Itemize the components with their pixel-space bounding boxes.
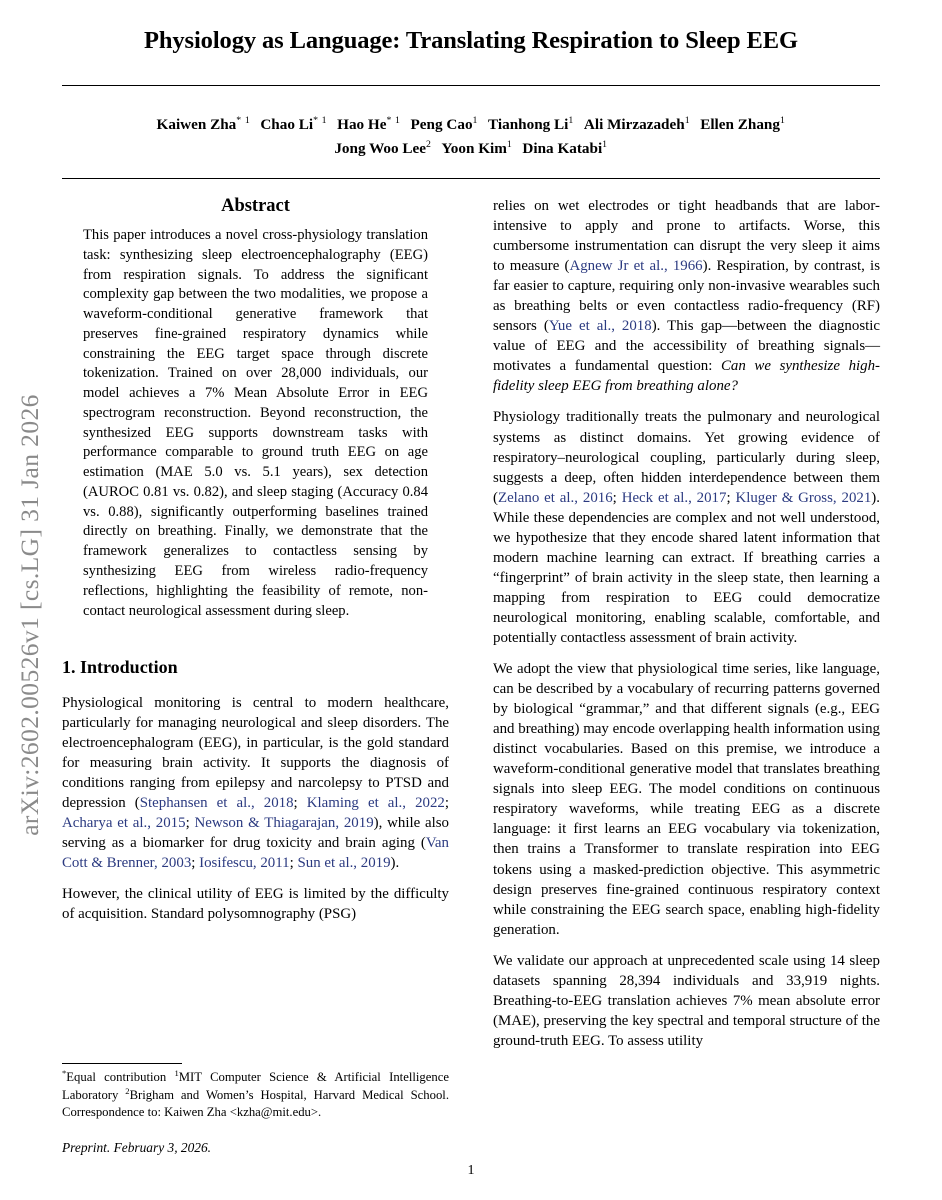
section-heading-introduction: 1. Introduction xyxy=(62,657,178,678)
author-label: Chao Li xyxy=(260,116,314,134)
author-name xyxy=(337,116,400,133)
introduction-section xyxy=(62,657,449,924)
text-run: ; xyxy=(293,795,307,812)
citation-link[interactable]: Sun et al., 2019 xyxy=(297,855,391,872)
footnote-text xyxy=(62,1068,449,1121)
text-run: ; xyxy=(444,795,449,812)
abstract-heading: Abstract xyxy=(221,196,290,216)
intro-paragraph-6: We validate our approach at unprecedented scale using 14 sleep datasets spanning 28,394 individuals and 33,919 nights. Breathing-to-EEG translation achieves 7% mean absolute error (MAE), preserving the key spectral and temporal structure of the ground-truth EEG. To assess utility xyxy=(493,952,880,1049)
text-run: Physiological monitoring is central to modern healthcare, particularly for managing neurological and sleep disorders. The electroencephalogram (EEG), in particular, is the gold standard for measuring brain activity. It supports the diagnosis of conditions ranging from epilepsy and narcolepsy to PTSD and depression ( xyxy=(62,694,449,812)
citation-link[interactable]: Yue et al., 2018 xyxy=(548,318,652,335)
citation-link[interactable]: Van Cott & Brenner, 2003 xyxy=(62,835,449,872)
arxiv-stamp-text: arXiv:2602.00526v1 [cs.LG] 31 Jan 2026 xyxy=(15,394,44,836)
text-run: ), while also serving as a biomarker for drug toxicity and brain aging ( xyxy=(62,815,449,852)
abstract-body: This paper introduces a novel cross-physiology translation task: synthesizing sleep electroencephalography (EEG) from respiration signals. To address the significant complexity gap between the two modalities, we propose a waveform-conditional generative framework that preserves fine-grained respiratory dynamics while constraining the EEG target space through discrete tokenization. Trained on over 28,000 individuals, our model achieves a 7% Mean Absolute Error in EEG spectrogram reconstruction. Beyond reconstruction, the synthesized EEG supports downstream tasks with performance comparable to ground truth EEG on age estimation (MAE 5.0 vs. 5.1 years), sex detection (AUROC 0.81 vs. 0.82), and sleep staging (Accuracy 0.84 vs. 0.88), significantly outperforming baselines trained directly on breathing. Finally, we demonstrate that the framework generalizes to contactless sensing by synthesizing EEG from wireless radio-frequency reflections, highlighting the feasibility of remote, non-contact neurological assessment during sleep. xyxy=(83,227,428,619)
page-number: 1 xyxy=(467,1163,475,1178)
text-run: ). Respiration, by contrast, is far easier to capture, requiring only non-invasive wearables such as breathing belts or even contactless radio-frequency (RF) sensors ( xyxy=(493,258,880,335)
citation-link[interactable]: Agnew Jr et al., 1966 xyxy=(569,258,703,275)
text-run: Physiology traditionally treats the pulmonary and neurological systems as distinct domains. Yet growing evidence of respiratory–neurological coupling, particularly during sleep, suggests a deep, often hidden interdependence between them ( xyxy=(493,409,880,506)
text-run: MIT Computer Science & Artificial Intelligence Laboratory xyxy=(62,1070,449,1103)
column-right xyxy=(493,196,880,1156)
author-name xyxy=(584,116,690,133)
author-affiliation-marker: 1 xyxy=(684,115,691,127)
text-run: ; xyxy=(185,815,195,832)
text-run: ; xyxy=(289,855,298,872)
author-list xyxy=(62,113,880,160)
author-label: Jong Woo Lee xyxy=(334,140,427,158)
author-affiliation-marker: 1 xyxy=(506,139,513,151)
intro-paragraph-5: We adopt the view that physiological time series, like language, can be described by a vocabulary of recurring patterns governed by biological “grammar,” and that different signals (e.g., EEG and breathing) may encode overlapping health information using distinct vocabularies. Based on this premise, we introduce a waveform-conditional generative model that translates breathing signals into sleep EEG. The model conditions on continuous respiratory waveforms, while treating EEG as a discrete language: it first learns an EEG vocabulary via tokenization, then trains a Transformer to translate respiration into EEG tokens using a masked-prediction objective. This asymmetric design preserves fine-grained continuous respiratory context while constraining the EEG search space, enabling high-fidelity generation. xyxy=(493,661,880,938)
arxiv-stamp xyxy=(0,0,58,1200)
citation-link[interactable]: Acharya et al., 2015 xyxy=(62,815,186,832)
title-divider xyxy=(62,85,880,86)
author-label: Kaiwen Zha xyxy=(156,116,237,134)
author-label: Tianhong Li xyxy=(488,116,569,134)
author-name xyxy=(260,116,327,133)
text-run: ; xyxy=(191,855,200,872)
author-affiliation-marker: * 1 xyxy=(386,115,401,127)
author-affiliation-marker: 2 xyxy=(426,139,432,151)
authors-divider xyxy=(62,178,880,179)
author-label: Hao He xyxy=(337,116,387,134)
citation-link[interactable]: Klaming et al., 2022 xyxy=(306,795,445,812)
author-name xyxy=(522,140,607,157)
affiliation-marker-2: 2 xyxy=(125,1086,130,1097)
author-affiliation-marker: * 1 xyxy=(236,115,251,127)
author-affiliation-marker: 1 xyxy=(472,115,479,127)
author-name xyxy=(488,116,574,133)
text-run: Equal contribution xyxy=(66,1070,175,1085)
text-run: ). While these dependencies are complex and not well understood, we hypothesize that they encode shared latent information that modern machine learning can extract. If breathing carries a “fingerprint” of brain activity in the sleep state, then learning a mapping from respiration to EEG could democratize neurological monitoring, enabling scalable, comfortable, and potentially contactless assessment of brain activity. xyxy=(493,489,880,646)
author-label: Dina Katabi xyxy=(522,140,603,158)
citation-link[interactable]: Iosifescu, 2011 xyxy=(199,855,290,872)
author-affiliation-marker: 1 xyxy=(602,139,608,151)
paper-content xyxy=(62,0,880,1200)
intro-paragraph-1 xyxy=(62,693,449,873)
author-affiliation-marker: 1 xyxy=(568,115,574,127)
citation-link[interactable]: Kluger & Gross, 2021 xyxy=(735,489,872,506)
author-name xyxy=(442,140,513,157)
body-columns xyxy=(62,196,880,1156)
citation-link[interactable]: Zelano et al., 2016 xyxy=(497,489,613,506)
text-run: ). xyxy=(390,855,400,872)
abstract-section xyxy=(62,196,449,621)
title-block xyxy=(62,0,880,179)
author-affiliation-marker: 1 xyxy=(779,115,786,127)
author-label: Peng Cao xyxy=(410,116,473,134)
author-affiliation-marker: * 1 xyxy=(313,115,328,127)
author-label: Ali Mirzazadeh xyxy=(583,116,685,134)
text-run: ; xyxy=(612,489,622,506)
text-run: ; xyxy=(726,489,736,506)
citation-link[interactable]: Stephansen et al., 2018 xyxy=(139,795,294,812)
text-run: Brigham and Women’s Hospital, Harvard Medical School. Correspondence to: Kaiwen Zha <kzha@mit.edu>. xyxy=(62,1088,449,1120)
research-question: Can we synthesize high-fidelity sleep EEG from breathing alone? xyxy=(493,358,880,395)
author-name xyxy=(411,116,479,133)
footnote-star: * xyxy=(62,1068,67,1079)
footnote-divider xyxy=(62,1063,182,1064)
citation-link[interactable]: Heck et al., 2017 xyxy=(621,489,727,506)
text-run: relies on wet electrodes or tight headbands that are labor-intensive to apply and prone to artifacts. Worse, this cumbersome instrumentation can disrupt the very sleep it aims to measure ( xyxy=(493,198,880,275)
intro-paragraph-2: However, the clinical utility of EEG is limited by the difficulty of acquisition. Standard polysomnography (PSG) xyxy=(62,886,449,923)
text-run: ). This gap—between the diagnostic value of EEG and the accessibility of breathing signals—motivates a fundamental question: xyxy=(493,318,880,375)
author-label: Yoon Kim xyxy=(441,140,507,158)
column-left xyxy=(62,196,449,1156)
footnote-block xyxy=(62,1063,449,1156)
intro-paragraph-4 xyxy=(493,407,880,648)
author-name xyxy=(157,116,251,133)
preprint-line: Preprint. February 3, 2026. xyxy=(62,1140,212,1155)
affiliation-marker-1: 1 xyxy=(174,1068,179,1079)
author-label: Ellen Zhang xyxy=(700,116,780,134)
intro-paragraph-3 xyxy=(493,196,880,396)
author-name xyxy=(334,140,431,157)
citation-link[interactable]: Newson & Thiagarajan, 2019 xyxy=(194,815,374,832)
author-name xyxy=(700,116,785,133)
page-title: Physiology as Language: Translating Respiration to Sleep EEG xyxy=(144,27,798,54)
